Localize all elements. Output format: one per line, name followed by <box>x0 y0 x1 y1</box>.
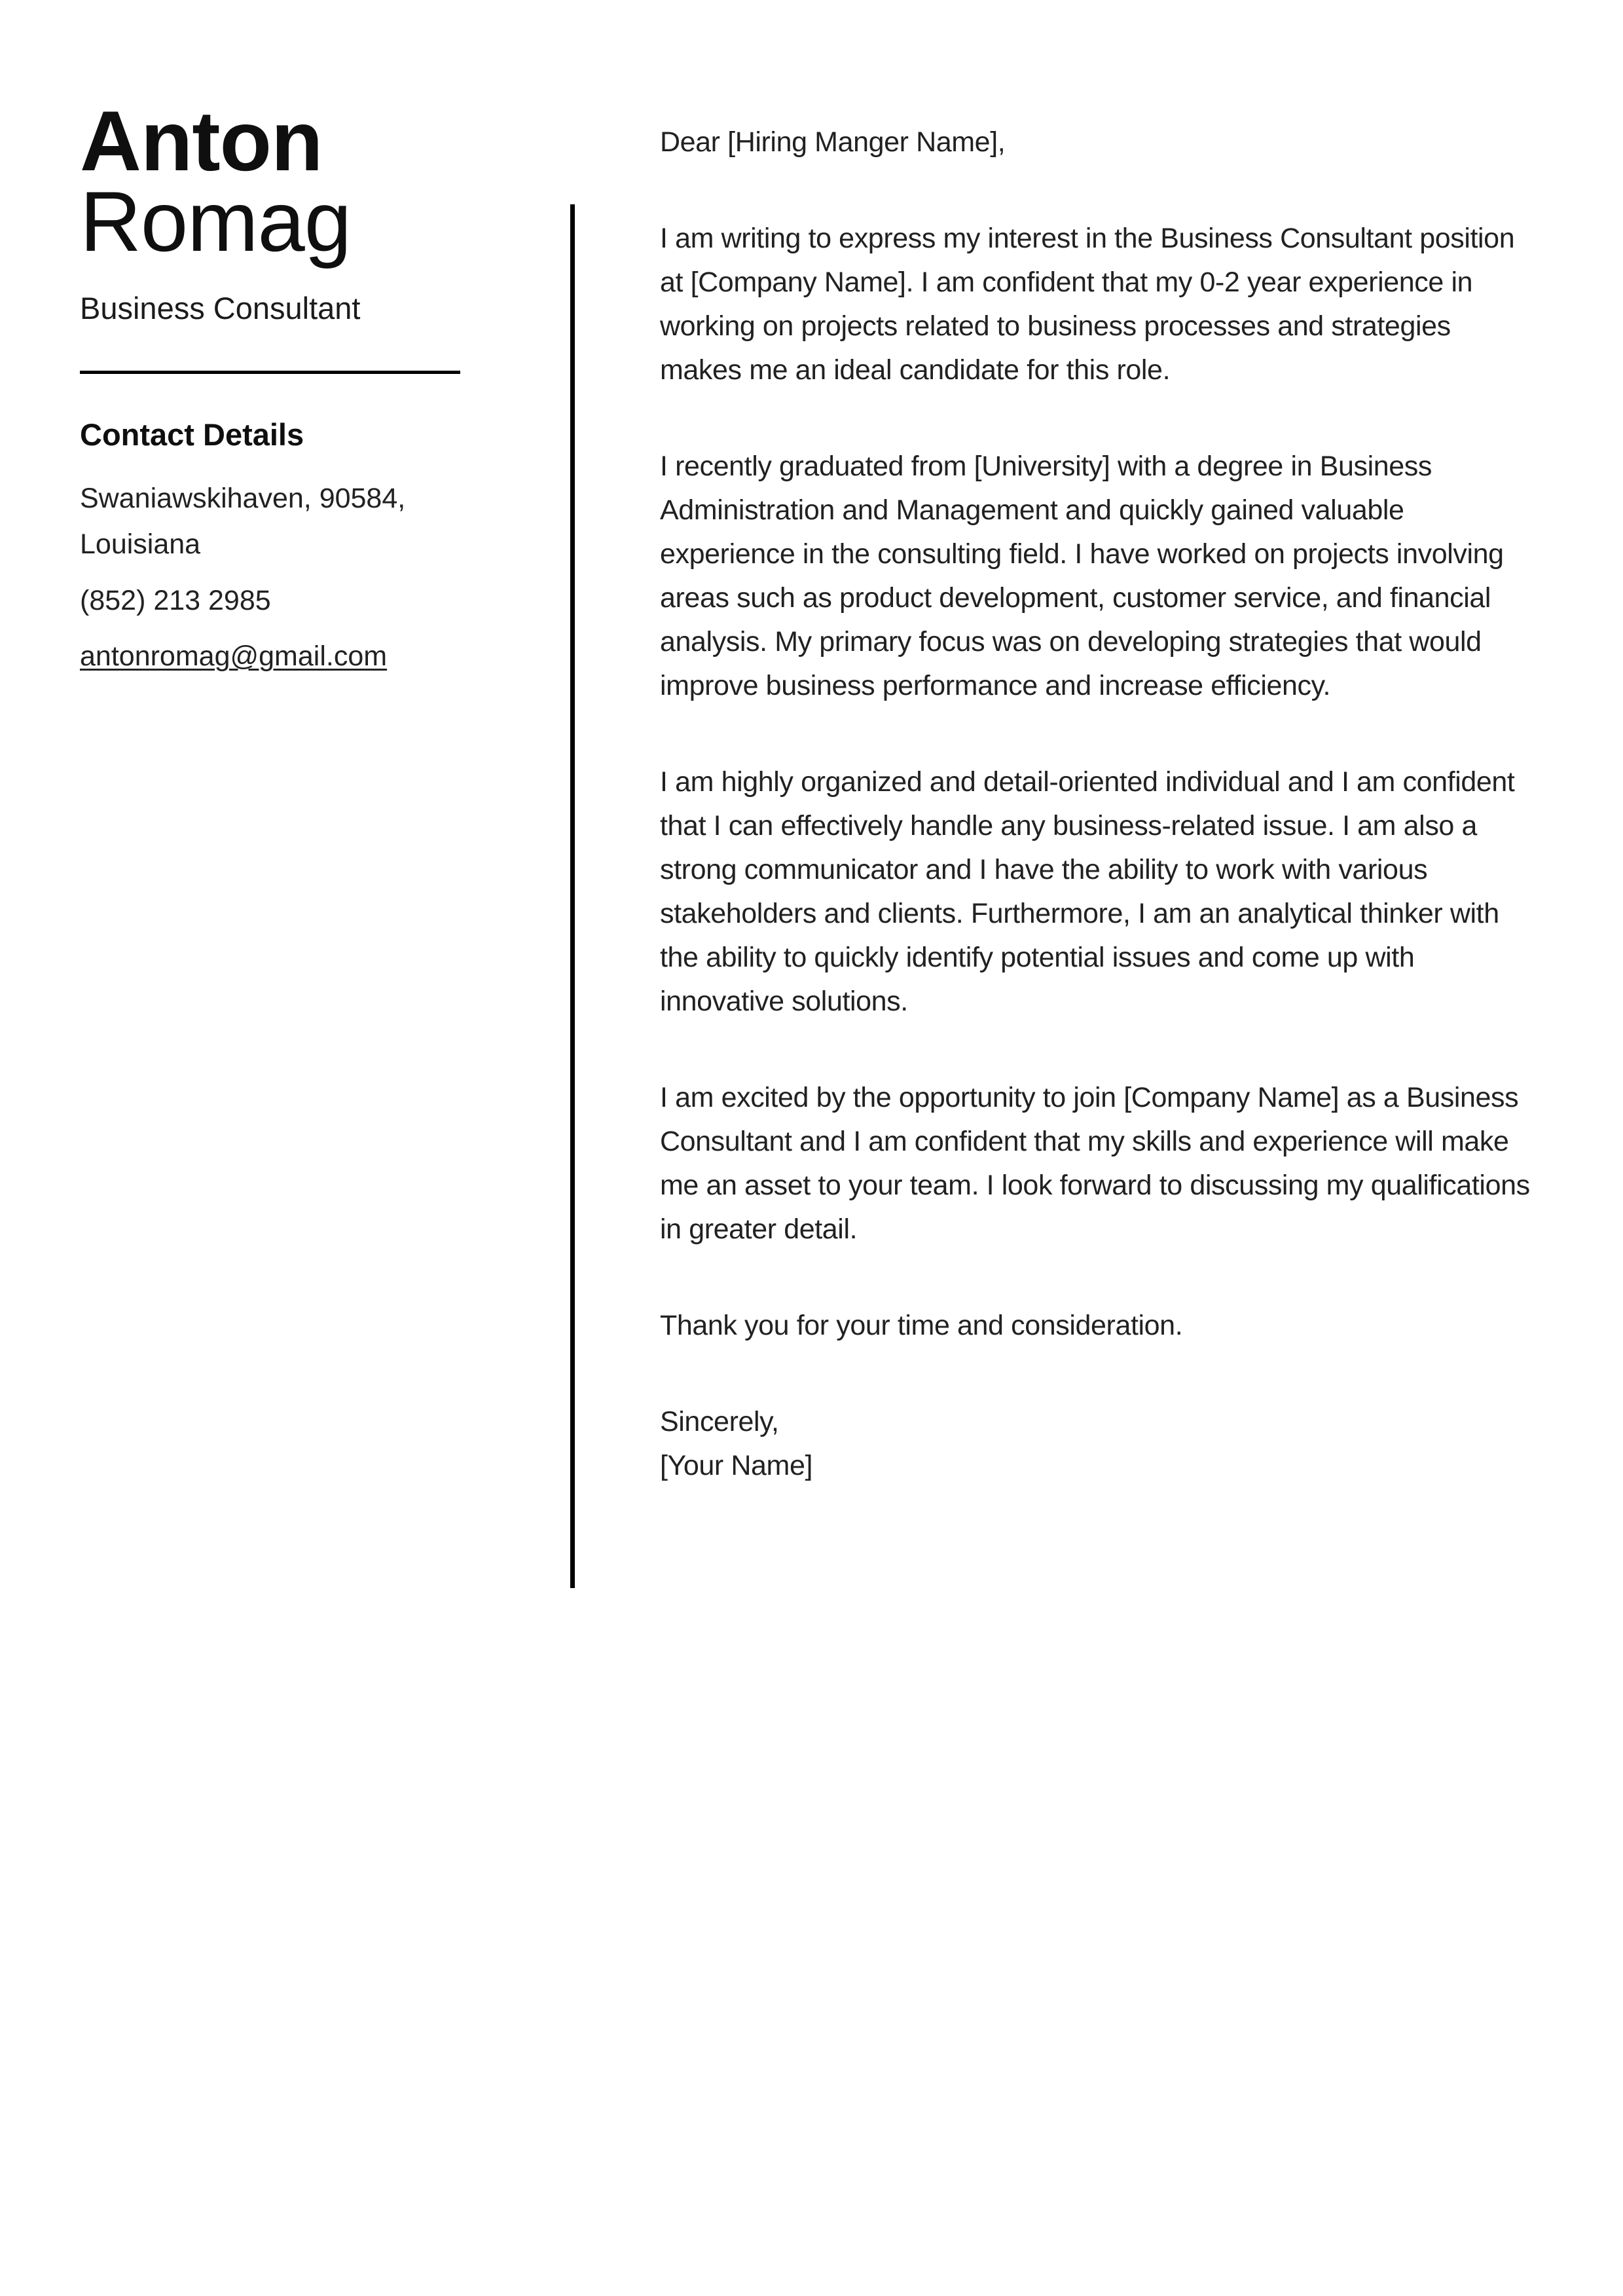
sidebar <box>80 93 466 679</box>
contact-phone: (852) 213 2985 <box>80 585 271 616</box>
contact-email-link[interactable]: antonromag@gmail.com <box>80 640 388 672</box>
job-title: Business Consultant <box>80 291 361 325</box>
letter-signature: [Your Name] <box>660 1450 813 1481</box>
letter-thanks: Thank you for your time and consideration. <box>660 1310 1183 1341</box>
letter-body <box>660 120 1534 1488</box>
name-last: Romag <box>80 174 352 269</box>
letter-paragraph: I am writing to express my interest in the Business Consultant position at [Company Name]. I am confident that my 0-2 year experience in working on projects related to business processes and strategies makes me an ideal candidate for this role. <box>660 223 1515 386</box>
letter-closing: Sincerely, <box>660 1406 779 1437</box>
contact-heading: Contact Details <box>80 417 304 452</box>
sidebar-divider <box>80 371 460 374</box>
letter-paragraph: I recently graduated from [University] with a degree in Business Administration and Management and quickly gained valuable experience in the consulting field. I have worked on projects involving areas such as product development, customer service, and financial analysis. My primary focus was on developing strategies that would improve business performance and increase efficiency. <box>660 451 1504 701</box>
letter-paragraph: I am highly organized and detail-oriented individual and I am confident that I can effectively handle any business-related issue. I am also a strong communicator and I have the ability to work with various stakeholders and clients. Furthermore, I am an analytical thinker with the ability to quickly identify potential issues and come up with innovative solutions. <box>660 766 1515 1017</box>
letter-paragraph: I am excited by the opportunity to join [Company Name] as a Business Consultant and I am confident that my skills and experience will make me an asset to your team. I look forward to discussing my qualifications in greater detail. <box>660 1082 1530 1245</box>
contact-email <box>80 633 466 679</box>
vertical-divider <box>570 204 575 1588</box>
letter-greeting: Dear [Hiring Manger Name], <box>660 126 1006 158</box>
name-first: Anton <box>80 93 323 189</box>
contact-address: Swaniawskihaven, 90584, Louisiana <box>80 483 406 560</box>
